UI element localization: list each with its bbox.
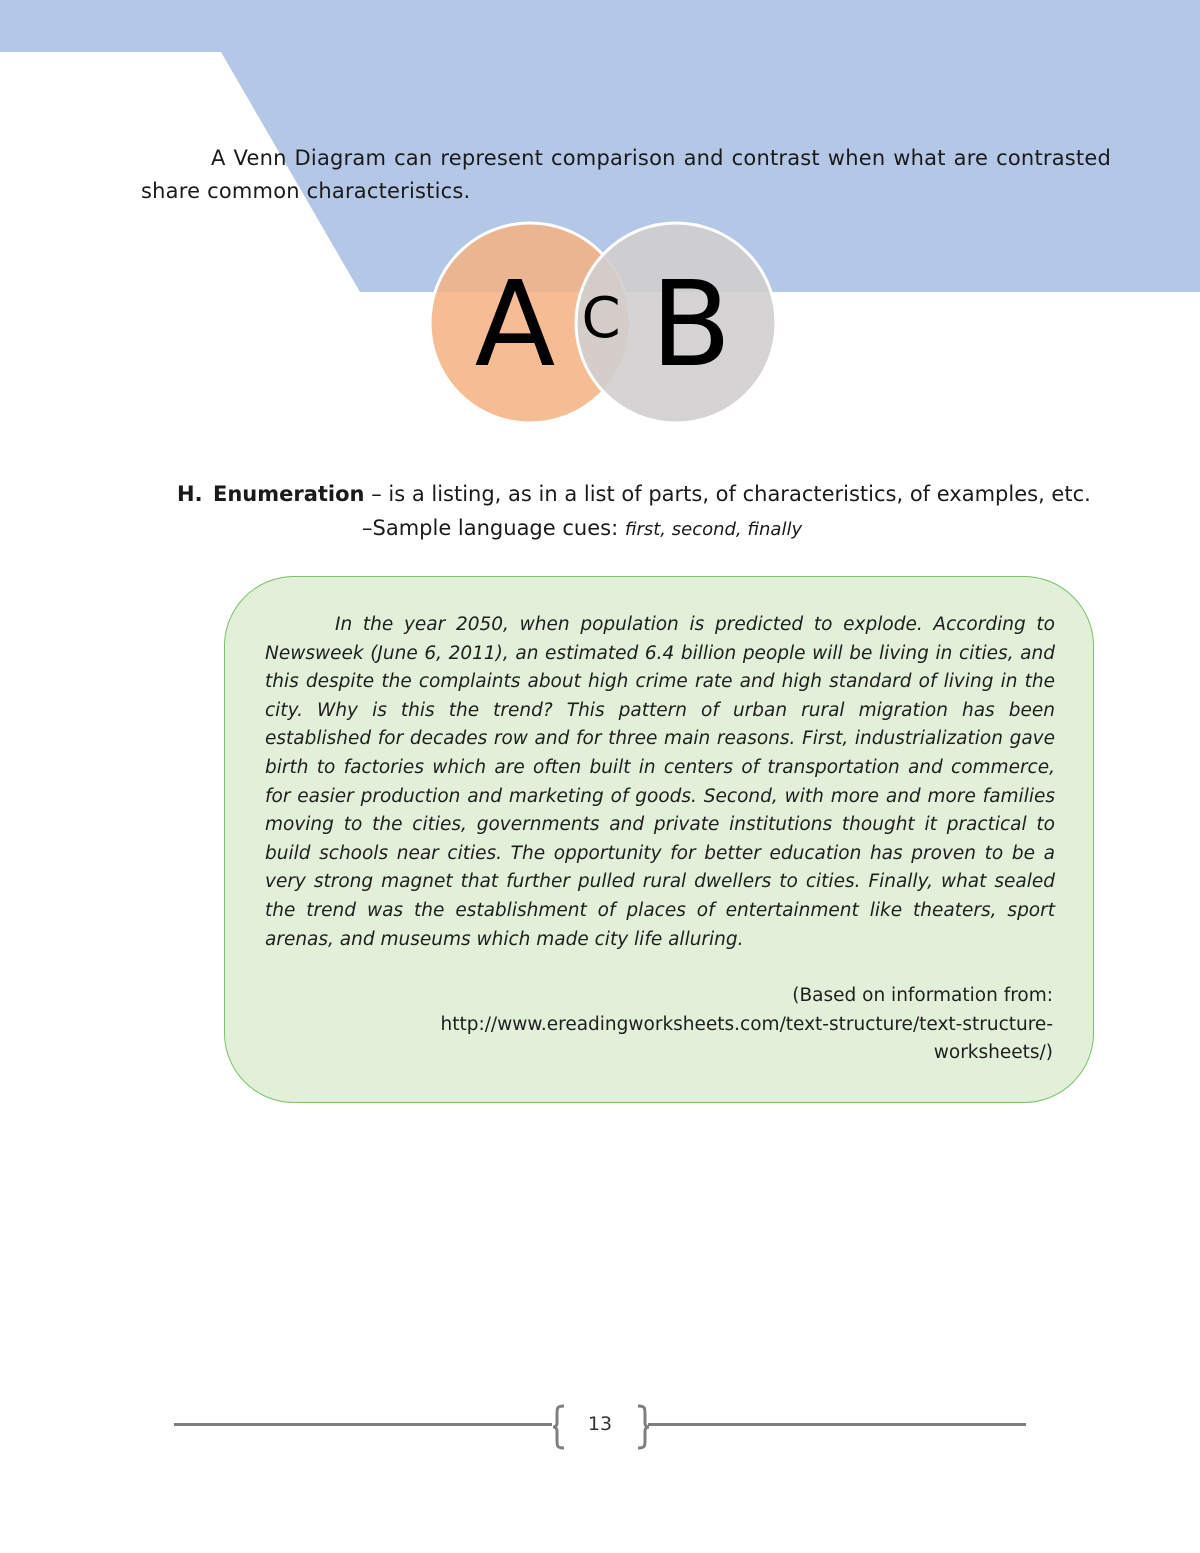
- right-brace-icon: [636, 1404, 650, 1450]
- venn-diagram: [420, 214, 790, 434]
- section-letter: H.: [177, 482, 203, 506]
- venn-label-a: A: [474, 255, 556, 393]
- footer-rule-right: [648, 1423, 1026, 1426]
- enumeration-heading: [177, 478, 1127, 510]
- left-brace-icon: [552, 1404, 566, 1450]
- source-url: http://www.ereadingworksheets.com/text-structure/text-structure-: [440, 1013, 1053, 1035]
- intro-text: A Venn Diagram can represent comparison and contrast when what are contrasted share common characteristics.: [141, 146, 1111, 203]
- example-paragraph: [265, 611, 1055, 954]
- example-box: [224, 576, 1094, 1103]
- venn-label-b: B: [650, 255, 732, 393]
- source-line-3: worksheets/): [933, 1042, 1053, 1064]
- page-footer: [174, 1400, 1026, 1452]
- footer-rule-left: [174, 1423, 552, 1426]
- enumeration-term: Enumeration: [213, 482, 365, 506]
- language-cues: [362, 512, 802, 546]
- example-paragraph-text: In the year 2050, when population is predicted to explode. According to Newsweek (June 6, 2011), an estimated 6.4 billion people will be living in cities, and this despite the complaints about high crime rate and high standard of living in the city. Why is this the trend? This pattern of urban rural migration has been established for decades row and for three main reasons. First, industrialization gave birth to factories which are often built in centers of transportation and commerce, for easier production and marketing of goods. Second, with more and more families moving to the cities, governments and private institutions thought it practical to build schools near cities. The opportunity for better education has proven to be a very strong magnet that further pulled rural dwellers to cities. Finally, what sealed the trend was the establishment of places of entertainment like theaters, sport arenas, and museums which made city life alluring.: [265, 614, 1055, 950]
- page-number: 13: [587, 1413, 613, 1435]
- enumeration-definition: – is a listing, as in a list of parts, of characteristics, of examples, etc.: [364, 482, 1091, 506]
- source-citation: [293, 982, 1053, 1068]
- venn-label-c: C: [581, 286, 621, 351]
- cues-words: first, second, finally: [624, 519, 803, 540]
- cues-prefix: –Sample language cues:: [362, 516, 625, 540]
- intro-paragraph: [141, 142, 1111, 208]
- example-text-block: [265, 611, 1055, 954]
- source-line-1: (Based on information from:: [792, 985, 1053, 1006]
